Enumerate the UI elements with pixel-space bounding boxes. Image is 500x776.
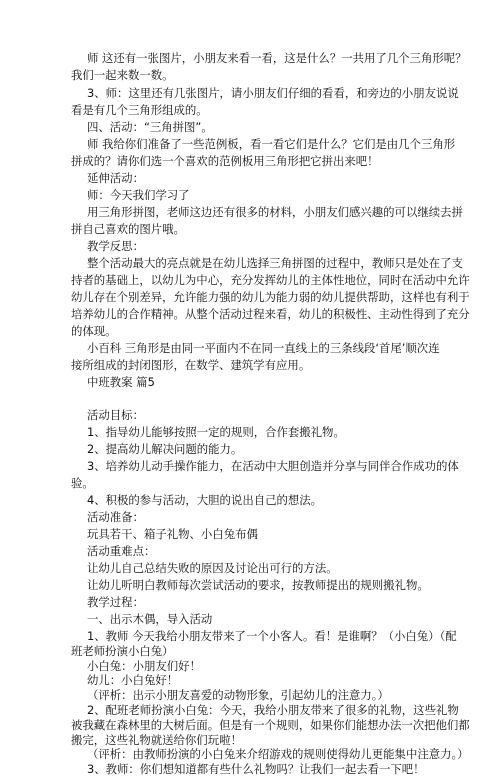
text-line: 幼儿：小白兔好！ [87, 673, 179, 688]
text-line: 持者的基础上，以幼儿为中心，充分发挥幼儿的主体性地位，同时在活动中允许 [71, 273, 470, 287]
text-line: 教学反思： [87, 239, 144, 253]
text-line: 教学过程： [87, 595, 144, 609]
text-line: 接所组成的封闭图形，在数学、建筑学有应用。 [71, 358, 311, 372]
text-line: 1、教师 今天我给小朋友带来了一个小客人。看！是谁啊？（小白兔）（配 [87, 629, 457, 643]
text-line: 的体现。 [71, 324, 117, 338]
text-line: 验。 [71, 476, 94, 490]
text-line: 拼自己喜欢的图片哦。 [71, 222, 185, 236]
text-line: 延伸活动： [87, 171, 144, 185]
text-line: 师：今天我们学习了 [87, 188, 190, 202]
text-line: 一、出示木偶，导入活动 [87, 612, 213, 626]
text-line: 拼成的？请你们选一个喜欢的范例板用三角形把它拼出来吧！ [71, 154, 379, 168]
text-line: 搬完，这些礼物就送给你们玩啦！ [71, 732, 242, 747]
text-line: （评析：出示小朋友喜爱的动物形象，引起幼儿的注意力。） [87, 688, 389, 703]
text-line: 我们一起来数一数。 [71, 68, 174, 82]
text-line: 用三角形拼图，老师这边还有很多的材料，小朋友们感兴趣的可以继续去拼 [87, 205, 463, 219]
text-line: 培养幼儿的合作精神。从整个活动过程来看，幼儿的积极性、主动性得到了充分 [71, 307, 470, 321]
text-line: 活动重难点： [87, 544, 156, 558]
text-line: 被我藏在森林里的大树后面。但是有一个规则，如果你们能想办法一次把他们都 [71, 717, 470, 732]
text-line: 小白兔：小朋友们好！ [87, 658, 201, 673]
text-line: 3、教师：你们想知道都有些什么礼物吗？让我们一起去看一下吧！ [87, 762, 425, 776]
text-line: 师 这还有一张图片，小朋友来看一看，这是什么？一共用了几个三角形呢？ [87, 51, 467, 65]
text-line: 小百科 三角形是由同一平面内不在同一直线上的三条线段‘首尾’顺次连 [87, 341, 440, 355]
text-line: 3、培养幼儿动手操作能力，在活动中大胆创造并分享与同伴合作成功的体 [87, 459, 459, 473]
text-line: （评析：由教师扮演的小白兔来介绍游戏的规则使得幼儿更能集中注意力。） [87, 747, 469, 762]
text-line: 活动目标： [87, 408, 144, 422]
text-line: 看是有几个三角形组成的。 [71, 103, 208, 117]
text-line: 1、指导幼儿能够按照一定的规则，合作套搬礼物。 [87, 425, 345, 439]
text-line: 活动准备： [87, 510, 144, 524]
text-line: 四、活动：“三角拼图”。 [87, 120, 213, 134]
text-line: 师 我给你们准备了一些范例板，看一看它们是什么？它们是由几个三角形 [87, 137, 456, 151]
text-line: 幼儿存在个别差异，允许能力强的幼儿为能力弱的幼儿提供帮助，这样也有利于 [71, 290, 470, 304]
text-line: 3、师：这里还有几张图片，请小朋友们仔细的看看，和旁边的小朋友说说 [87, 86, 459, 100]
text-line: 2、配班老师扮演小白兔：今天，我给小朋友带来了很多的礼物，这些礼物 [87, 703, 459, 717]
text-line: 班老师扮演小白兔） [71, 643, 174, 658]
text-line: 4、积极的参与活动，大胆的说出自己的想法。 [87, 493, 323, 507]
text-line: 让幼儿自己总结失败的原因及讨论出可行的方法。 [87, 561, 338, 575]
text-line: 整个活动最大的亮点就是在幼儿选择三角拼图的过程中，教师只是处在了支 [87, 256, 463, 270]
text-line: 玩具若干、箱子礼物、小白兔布偶 [87, 527, 258, 541]
text-line: 让幼儿听明白教师每次尝试活动的要求，按教师提出的规则搬礼物。 [87, 578, 429, 592]
section-heading: 中班教案 篇5 [87, 375, 155, 389]
text-line: 2、提高幼儿解决问题的能力。 [87, 442, 243, 456]
